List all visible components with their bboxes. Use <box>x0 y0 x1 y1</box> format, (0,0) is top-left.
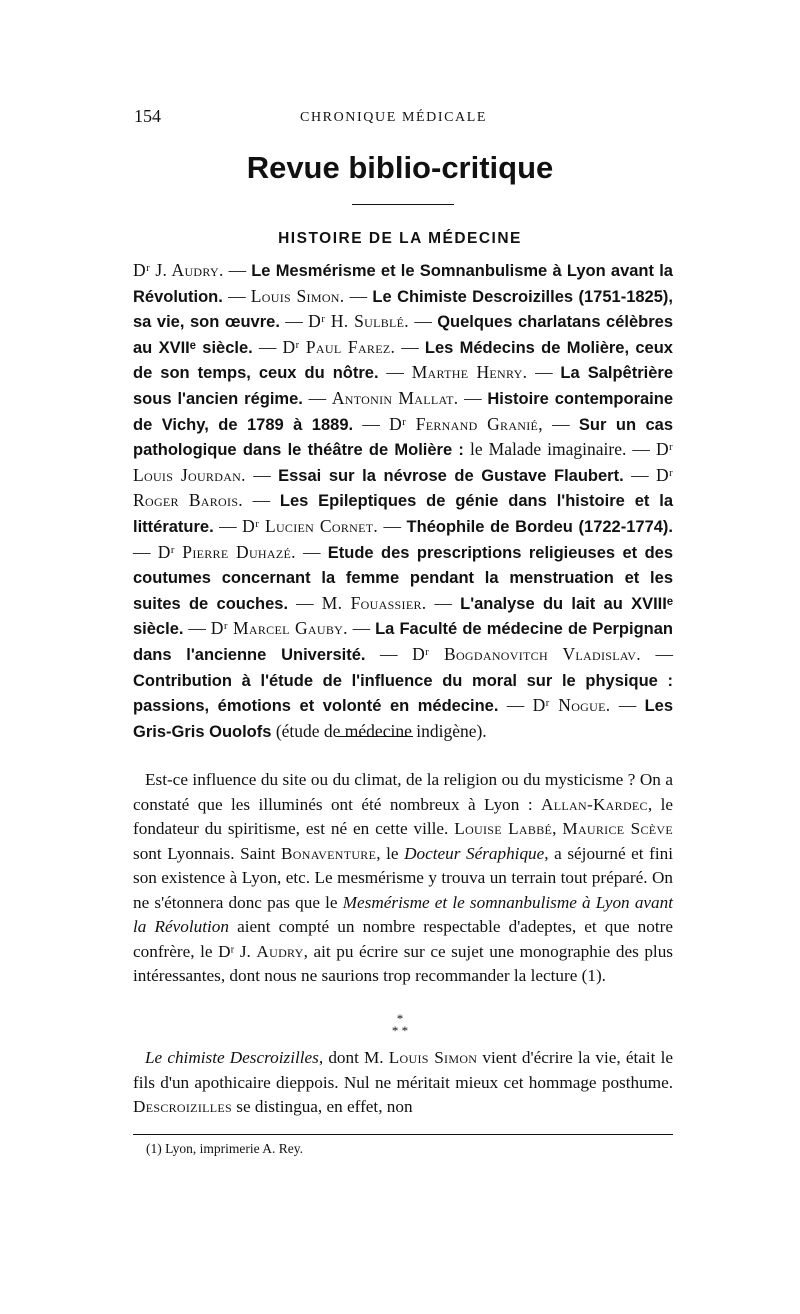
person-name: Louise Labbé <box>454 819 553 838</box>
entry-title: Les Epileptiques de génie dans l'histoire et la littérature. <box>133 492 674 536</box>
entry-title: La Faculté de médecine de Perpignan dans l'ancienne Université. <box>133 620 674 664</box>
entry-note: (étude de médecine indigène). <box>275 720 487 741</box>
entry-author: Dʳ Bogdanovitch Vladislav. <box>412 643 641 664</box>
entry-author: Dʳ Paul Farez. <box>282 336 396 357</box>
footnote: (1) Lyon, imprimerie A. Rey. <box>146 1141 303 1156</box>
entry-note: le Malade imaginaire. <box>469 439 627 460</box>
entry-title: Le Chimiste Descroizilles (1751-1825), sa vie, son œuvre. <box>133 287 673 332</box>
person-name: Bonaventure <box>281 843 377 863</box>
entry-title: La Salpêtrière sous l'ancien régime. <box>133 364 674 408</box>
entry-author: Dʳ Lucien Cornet. <box>242 515 379 536</box>
text-run: , dont M. <box>318 1048 389 1067</box>
entry-author: Dʳ Nogue. <box>532 695 611 716</box>
entry-author: Dʳ Fernand Granié, <box>389 413 543 434</box>
text-run: , le fondateur du spiritisme, est né en cette ville. <box>133 794 674 838</box>
asterism-bottom: * * <box>391 1023 409 1038</box>
entry-author: M. Fouassier. <box>321 592 427 613</box>
section-heading: HISTOIRE DE LA MÉDECINE <box>278 230 522 247</box>
entry-title: Sur un cas pathologique dans le théâtre de Molière : <box>133 415 674 460</box>
asterism-top: * <box>396 1011 404 1026</box>
entry-author: Dʳ J. Audry. <box>133 260 224 280</box>
page-number: 154 <box>134 106 161 126</box>
text-run: se distingua, en effet, non <box>231 1097 413 1116</box>
title-divider <box>352 204 454 205</box>
person-name: Allan-Kardec <box>541 794 648 814</box>
running-title: CHRONIQUE MÉDICALE <box>300 110 488 125</box>
entry-author: Dʳ Roger Barois. <box>133 464 674 511</box>
person-name: Louis Simon <box>388 1048 478 1067</box>
entry-title: L'analyse du lait au XVIIIᵉ siècle. <box>133 594 674 639</box>
person-name: Audry <box>256 941 304 961</box>
entry-title: Théophile de Bordeu (1722-1774). <box>406 517 674 536</box>
italic-title: Docteur Séraphique <box>404 843 545 863</box>
text-run: , le <box>376 843 405 863</box>
entry-title: Essai sur la névrose de Gustave Flaubert. <box>278 466 624 485</box>
entry-author: Marthe Henry. <box>411 362 528 383</box>
entry-title: Quelques charlatans célèbres au XVIIᵉ siècle. <box>133 313 674 357</box>
asterism <box>0 1013 800 1037</box>
entry-title: Les Gris-Gris Ouolofs <box>133 697 673 741</box>
entry-title: Histoire contemporaine de Vichy, de 1789 à 1889. <box>133 389 674 434</box>
italic-title: Mesmérisme et le somnanbulisme à Lyon avant la Révolution <box>133 892 674 936</box>
person-name: Maurice Scève <box>562 819 674 838</box>
entry-author: Dʳ Marcel Gauby. <box>210 618 348 639</box>
person-name: Descroizilles <box>133 1097 232 1116</box>
text-run: vient d'écrire la vie, était le fils d'un apothicaire dieppois. Nul ne méritait mieux cet hommage posthume. <box>133 1048 673 1092</box>
footnote-divider <box>133 1134 673 1135</box>
text-run: aient compté un nombre respectable d'adeptes, et que notre confrère, le Dʳ J. <box>133 917 673 961</box>
bibliography-list: Dʳ J. Audry. — Le Mesmérisme et le Somnanbulisme à Lyon avant la Révolution. — Louis Simon. — Le Chimiste Descroizilles (1751-1825), sa vie, son œuvre. — Dʳ H. Sulblé. — Quelques charlatans célèbres au XVIIᵉ siècle. — Dʳ Paul Farez. — Les Médecins de Molière, ceux de son temps, ceux du nôtre. — Marthe Henry. — La Salpêtrière sous l'ancien régime. — Antonin Mallat. — Histoire contemporaine de Vichy, de 1789 à 1889. — Dʳ Fernand Granié, — Sur un cas pathologique dans le théâtre de Molière : le Malade imaginaire. — Dʳ Louis Jourdan. — Essai sur la névrose de Gustave Flaubert. — Dʳ Roger Barois. — Les Epileptiques de génie dans l'histoire et la littérature. — Dʳ Lucien Cornet. — Théophile de Bordeu (1722-1774). — Dʳ Pierre Duhazé. — Etude des prescriptions religieuses et des coutumes concernant la femme pendant la menstruation et les suites de couches. — M. Fouassier. — L'analyse du lait au XVIIIᵉ siècle. — Dʳ Marcel Gauby. — La Faculté de médecine de Perpignan dans l'ancienne Université. — Dʳ Bogdanovitch Vladislav. — Contribution à l'étude de l'influence du moral sur le physique : passions, émotions et volonté en médecine. — Dʳ Nogue. — Les Gris-Gris Ouolofs (étude de médecine indigène). <box>133 260 674 741</box>
entry-author: Louis Simon. <box>250 285 345 306</box>
entry-title: Etude des prescriptions religieuses et des coutumes concernant la femme pendant la menstruation et les suites de couches. <box>133 543 674 613</box>
italic-title: Le chimiste Descroizilles <box>145 1048 319 1067</box>
text-run: , ait pu écrire sur ce sujet une monographie des plus intéressantes, dont nous ne saurions trop recommander la lecture (1). <box>133 941 673 985</box>
entry-author: Dʳ Louis Jourdan. <box>133 439 673 485</box>
text-run: , a séjourné et fini son existence à Lyon, etc. Le mesmérisme y trouva un terrain tout préparé. On ne s'étonnera donc pas que le <box>133 843 673 912</box>
entry-title: Les Médecins de Molière, ceux de son temps, ceux du nôtre. <box>133 338 673 383</box>
entry-title: Le Mesmérisme et le Somnanbulisme à Lyon avant la Révolution. <box>133 262 673 306</box>
section-divider <box>337 736 413 737</box>
paragraph-lyon-mesmerism <box>133 768 673 989</box>
paragraph-descroizilles <box>133 1046 673 1120</box>
text-run: sont Lyonnais. Saint <box>133 843 282 863</box>
entry-author: Dʳ Pierre Duhazé. <box>157 541 296 562</box>
text-run: , <box>552 819 563 838</box>
entry-author: Dʳ H. Sulblé. <box>308 311 409 332</box>
entry-author: Antonin Mallat. <box>331 387 459 408</box>
entry-title: Contribution à l'étude de l'influence du moral sur le physique : passions, émotions et volonté en médecine. <box>133 671 673 716</box>
text-run: Est-ce influence du site ou du climat, de la religion ou du mysticisme ? On a constaté que les illuminés ont été nombreux à Lyon : <box>133 770 673 814</box>
page-title: Revue biblio-critique <box>246 150 554 185</box>
